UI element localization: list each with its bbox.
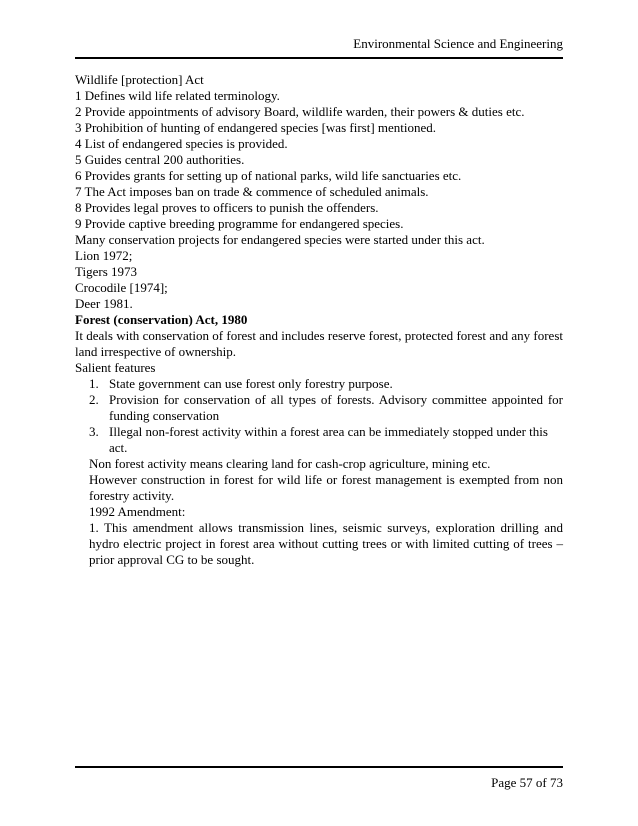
- section-title-wildlife: Wildlife [protection] Act: [75, 72, 204, 87]
- list-item: 1 Defines wild life related terminology.: [75, 88, 280, 103]
- list-item: 2 Provide appointments of advisory Board, wildlife warden, their powers & duties etc.: [75, 104, 525, 119]
- feature-text: State government can use forest only forestry purpose.: [109, 376, 393, 391]
- page-number: Page 57 of 73: [491, 775, 563, 790]
- feature-item: [75, 424, 563, 456]
- list-item: 7 The Act imposes ban on trade & commence of scheduled animals.: [75, 184, 429, 199]
- project-item: Crocodile [1974];: [75, 280, 168, 295]
- project-item: Lion 1972;: [75, 248, 133, 263]
- exemption-paragraph: However construction in forest for wild life or forest management is exempted from non forestry activity.: [89, 472, 563, 503]
- amendment-paragraph: 1. This amendment allows transmission lines, seismic surveys, exploration drilling and hydro electric project in forest area without cutting trees or with limited cutting of trees – prior approval CG to be sought.: [89, 520, 563, 567]
- salient-features-title: Salient features: [75, 360, 156, 375]
- amendment-title: 1992 Amendment:: [89, 504, 186, 519]
- projects-intro: Many conservation projects for endangered species were started under this act.: [75, 232, 485, 247]
- list-item: 4 List of endangered species is provided.: [75, 136, 288, 151]
- feature-text: Illegal non-forest activity within a forest area can be immediately stopped under this act.: [109, 424, 548, 455]
- feature-item: [75, 392, 563, 424]
- section-title-forest: Forest (conservation) Act, 1980: [75, 312, 248, 327]
- page-header: Environmental Science and Engineering: [353, 36, 563, 51]
- nonforest-note: Non forest activity means clearing land for cash-crop agriculture, mining etc.: [89, 456, 491, 471]
- list-item: 6 Provides grants for setting up of national parks, wild life sanctuaries etc.: [75, 168, 462, 183]
- feature-text: Provision for conservation of all types of forests. Advisory committee appointed for funding conservation: [109, 392, 563, 423]
- feature-number: 1.: [89, 376, 99, 391]
- project-item: Deer 1981.: [75, 296, 133, 311]
- list-item: 9 Provide captive breeding programme for endangered species.: [75, 216, 404, 231]
- feature-number: 2.: [89, 392, 99, 407]
- list-item: 8 Provides legal proves to officers to punish the offenders.: [75, 200, 379, 215]
- forest-description: It deals with conservation of forest and includes reserve forest, protected forest and any forest land irrespective of ownership.: [75, 328, 563, 359]
- feature-item: [75, 376, 563, 392]
- page-content: [75, 72, 563, 568]
- project-item: Tigers 1973: [75, 264, 138, 279]
- list-item: 3 Prohibition of hunting of endangered species [was first] mentioned.: [75, 120, 437, 135]
- header-rule: [75, 57, 563, 59]
- list-item: 5 Guides central 200 authorities.: [75, 152, 245, 167]
- feature-number: 3.: [89, 424, 99, 439]
- footer-rule: [75, 766, 563, 768]
- salient-features-list: [75, 376, 563, 456]
